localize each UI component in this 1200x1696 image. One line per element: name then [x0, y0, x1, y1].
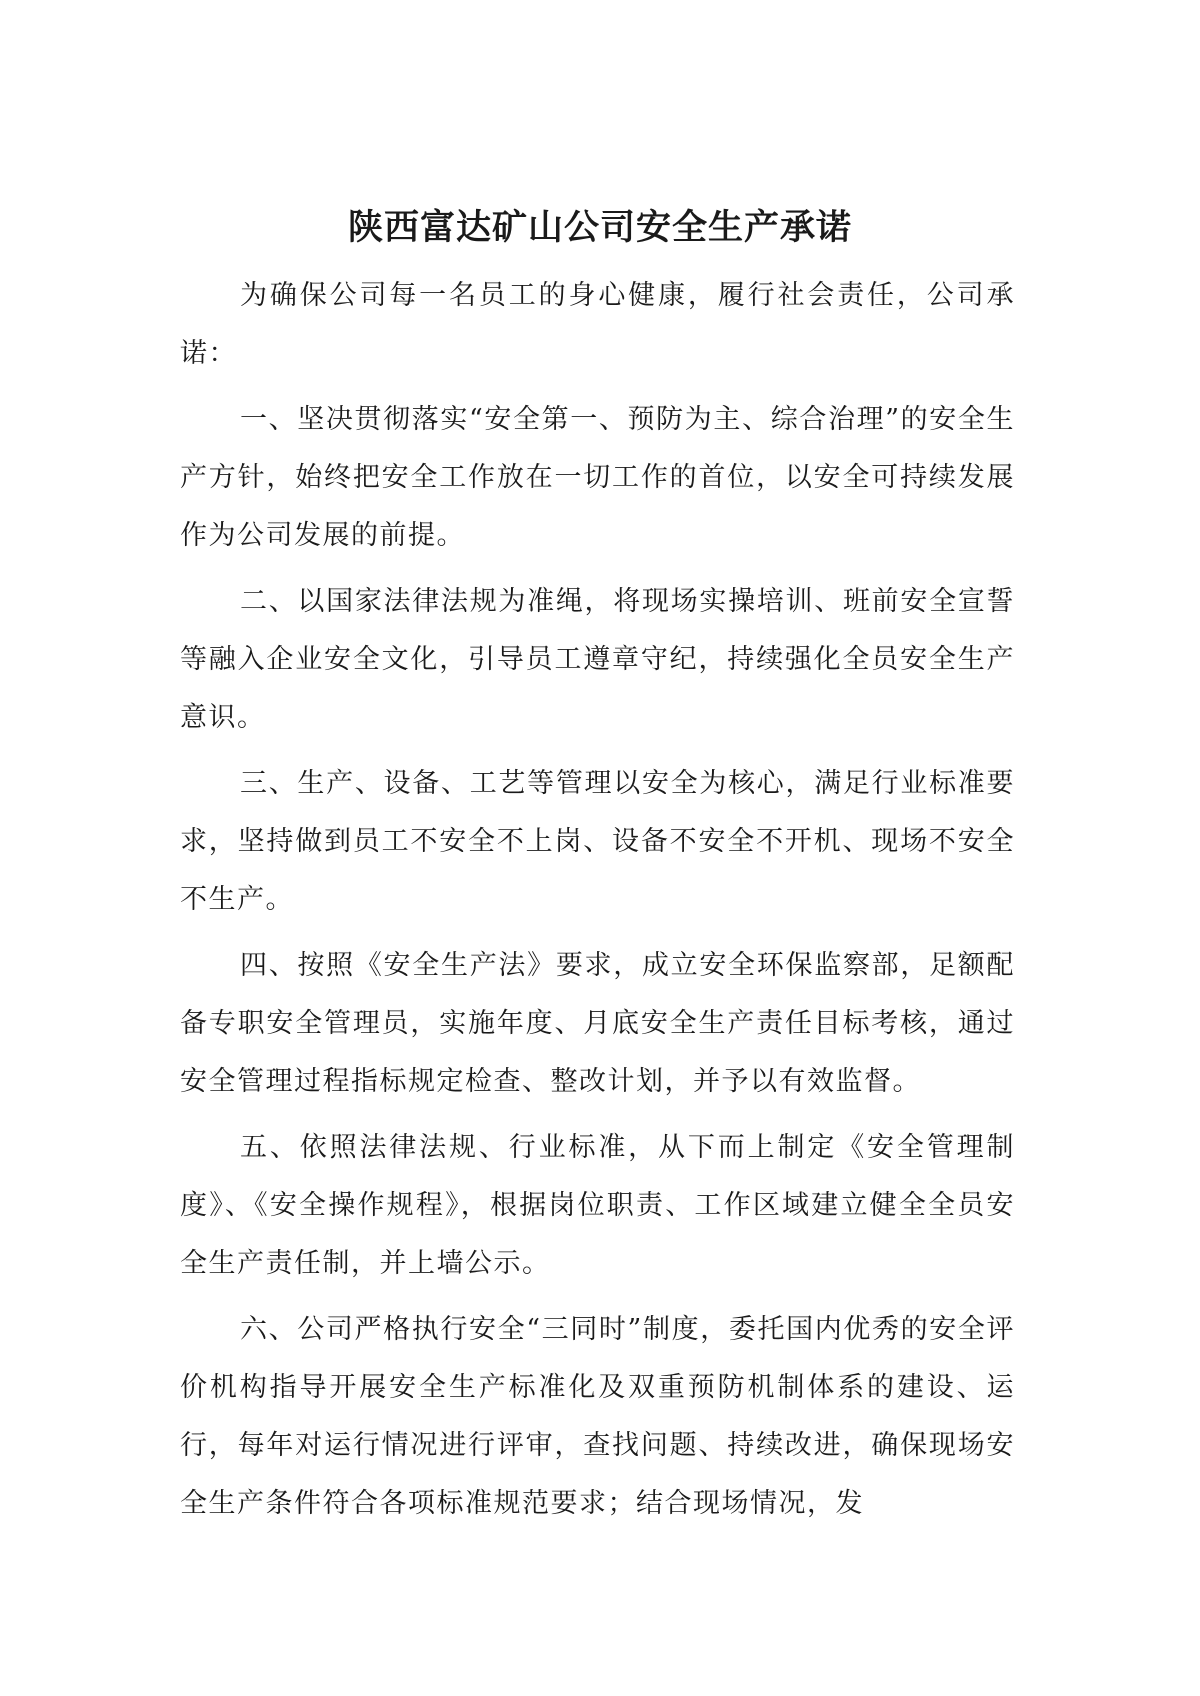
paragraph-intro: 为确保公司每一名员工的身心健康，履行社会责任，公司承诺：: [180, 280, 1015, 369]
paragraph-item-3: 三、生产、设备、工艺等管理以安全为核心，满足行业标准要求，坚持做到员工不安全不上岗、设备不安全不开机、现场不安全不生产。: [180, 768, 1015, 915]
paragraph-item-6: 六、公司严格执行安全“三同时”制度，委托国内优秀的安全评价机构指导开展安全生产标准化及双重预防机制体系的建设、运行，每年对运行情况进行评审，查找问题、持续改进，确保现场安全生产条件符合各项标准规范要求；结合现场情况，发: [180, 1314, 1015, 1519]
paragraph-item-4: 四、按照《安全生产法》要求，成立安全环保监察部，足额配备专职安全管理员，实施年度、月底安全生产责任目标考核，通过安全管理过程指标规定检查、整改计划，并予以有效监督。: [180, 950, 1015, 1097]
paragraph-item-2: 二、以国家法律法规为准绳，将现场实操培训、班前安全宣誓等融入企业安全文化，引导员工遵章守纪，持续强化全员安全生产意识。: [180, 586, 1015, 733]
paragraph-item-1: 一、坚决贯彻落实“安全第一、预防为主、综合治理”的安全生产方针，始终把安全工作放在一切工作的首位，以安全可持续发展作为公司发展的前提。: [180, 404, 1015, 551]
document-title: 陕西富达矿山公司安全生产承诺: [347, 208, 852, 248]
paragraph-item-5: 五、依照法律法规、行业标准，从下而上制定《安全管理制度》、《安全操作规程》，根据岗位职责、工作区域建立健全全员安全生产责任制，并上墙公示。: [180, 1132, 1015, 1279]
document-body: [180, 267, 1015, 1541]
